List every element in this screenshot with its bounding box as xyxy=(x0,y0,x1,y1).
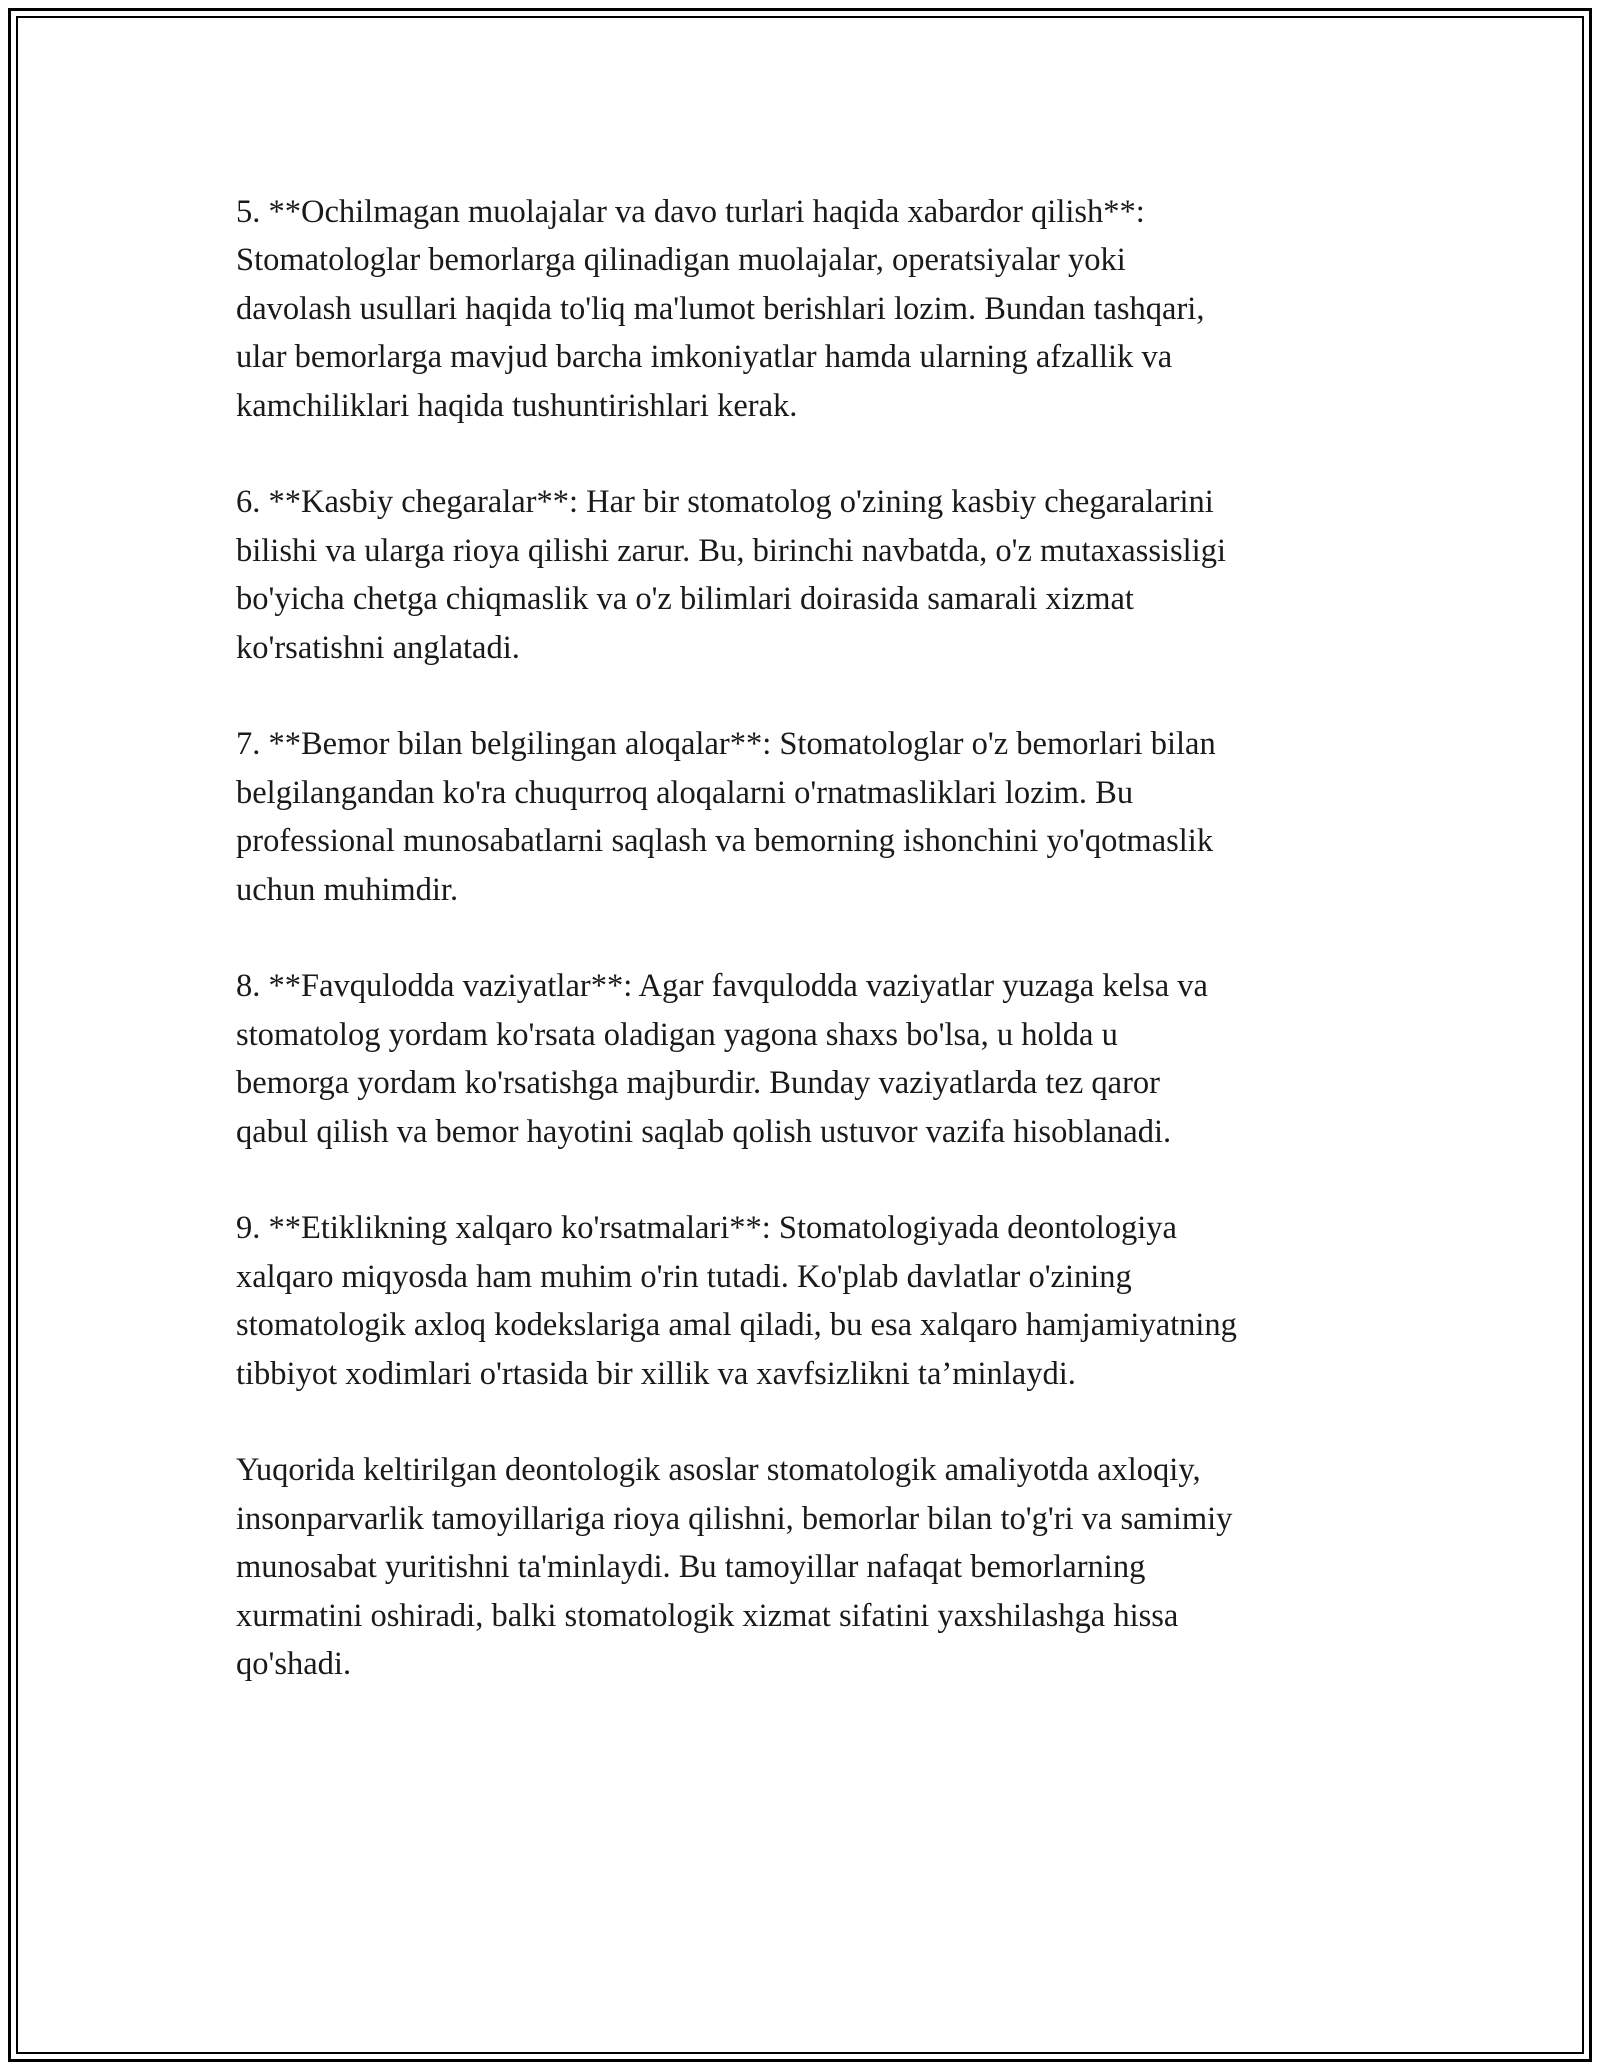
paragraph-conclusion xyxy=(236,1446,1386,1688)
text-line: Stomatologlar bemorlarga qilinadigan muolajalar, operatsiyalar yoki xyxy=(236,242,1126,279)
text-line: stomatolog yordam ko'rsata oladigan yagona shaxs bo'lsa, u holda u xyxy=(236,1016,1118,1053)
paragraph-item-8 xyxy=(236,962,1386,1156)
text-line: 8. **Favqulodda vaziyatlar**: Agar favqulodda vaziyatlar yuzaga kelsa va xyxy=(236,968,1208,1005)
paragraph-item-7 xyxy=(236,720,1386,914)
paragraph-item-9 xyxy=(236,1204,1386,1398)
text-line: xurmatini oshiradi, balki stomatologik xizmat sifatini yaxshilashga hissa xyxy=(236,1597,1179,1634)
text-line: insonparvarlik tamoyillariga rioya qilishni, bemorlar bilan to'g'ri va samimiy xyxy=(236,1500,1233,1537)
text-line: kamchiliklari haqida tushuntirishlari kerak. xyxy=(236,387,798,424)
text-line: bemorga yordam ko'rsatishga majburdir. Bunday vaziyatlarda tez qaror xyxy=(236,1065,1160,1102)
text-line: qo'shadi. xyxy=(236,1646,352,1683)
text-line: tibbiyot xodimlari o'rtasida bir xillik va xavfsizlikni ta’minlaydi. xyxy=(236,1355,1076,1392)
text-line: qabul qilish va bemor hayotini saqlab qolish ustuvor vazifa hisoblanadi. xyxy=(236,1113,1172,1150)
text-line: bo'yicha chetga chiqmaslik va o'z bilimlari doirasida samarali xizmat xyxy=(236,581,1134,618)
text-line: uchun muhimdir. xyxy=(236,871,459,908)
text-line: ko'rsatishni anglatadi. xyxy=(236,629,520,666)
text-line: stomatologik axloq kodekslariga amal qiladi, bu esa xalqaro hamjamiyatning xyxy=(236,1307,1237,1344)
text-line: munosabat yuritishni ta'minlaydi. Bu tamoyillar nafaqat bemorlarning xyxy=(236,1549,1146,1586)
text-line: xalqaro miqyosda ham muhim o'rin tutadi. Ko'plab davlatlar o'zining xyxy=(236,1258,1132,1295)
text-line: ular bemorlarga mavjud barcha imkoniyatlar hamda ularning afzallik va xyxy=(236,339,1173,376)
text-line: Yuqorida keltirilgan deontologik asoslar stomatologik amaliyotda axloqiy, xyxy=(236,1452,1201,1489)
paragraph-item-6 xyxy=(236,478,1386,672)
text-line: belgilangandan ko'ra chuqurroq aloqalarni o'rnatmasliklari lozim. Bu xyxy=(236,774,1134,811)
paragraph-item-5 xyxy=(236,188,1386,430)
text-line: 7. **Bemor bilan belgilingan aloqalar**: Stomatologlar o'z bemorlari bilan xyxy=(236,726,1216,763)
text-line: 6. **Kasbiy chegaralar**: Har bir stomatolog o'zining kasbiy chegaralarini xyxy=(236,484,1214,521)
document-body xyxy=(236,188,1386,1737)
text-line: professional munosabatlarni saqlash va bemorning ishonchini yo'qotmaslik xyxy=(236,823,1214,860)
text-line: davolash usullari haqida to'liq ma'lumot berishlari lozim. Bundan tashqari, xyxy=(236,290,1205,327)
text-line: bilishi va ularga rioya qilishi zarur. Bu, birinchi navbatda, o'z mutaxassisligi xyxy=(236,532,1226,569)
text-line: 5. **Ochilmagan muolajalar va davo turlari haqida xabardor qilish**: xyxy=(236,194,1145,230)
text-line: 9. **Etiklikning xalqaro ko'rsatmalari**: Stomatologiyada deontologiya xyxy=(236,1210,1177,1247)
